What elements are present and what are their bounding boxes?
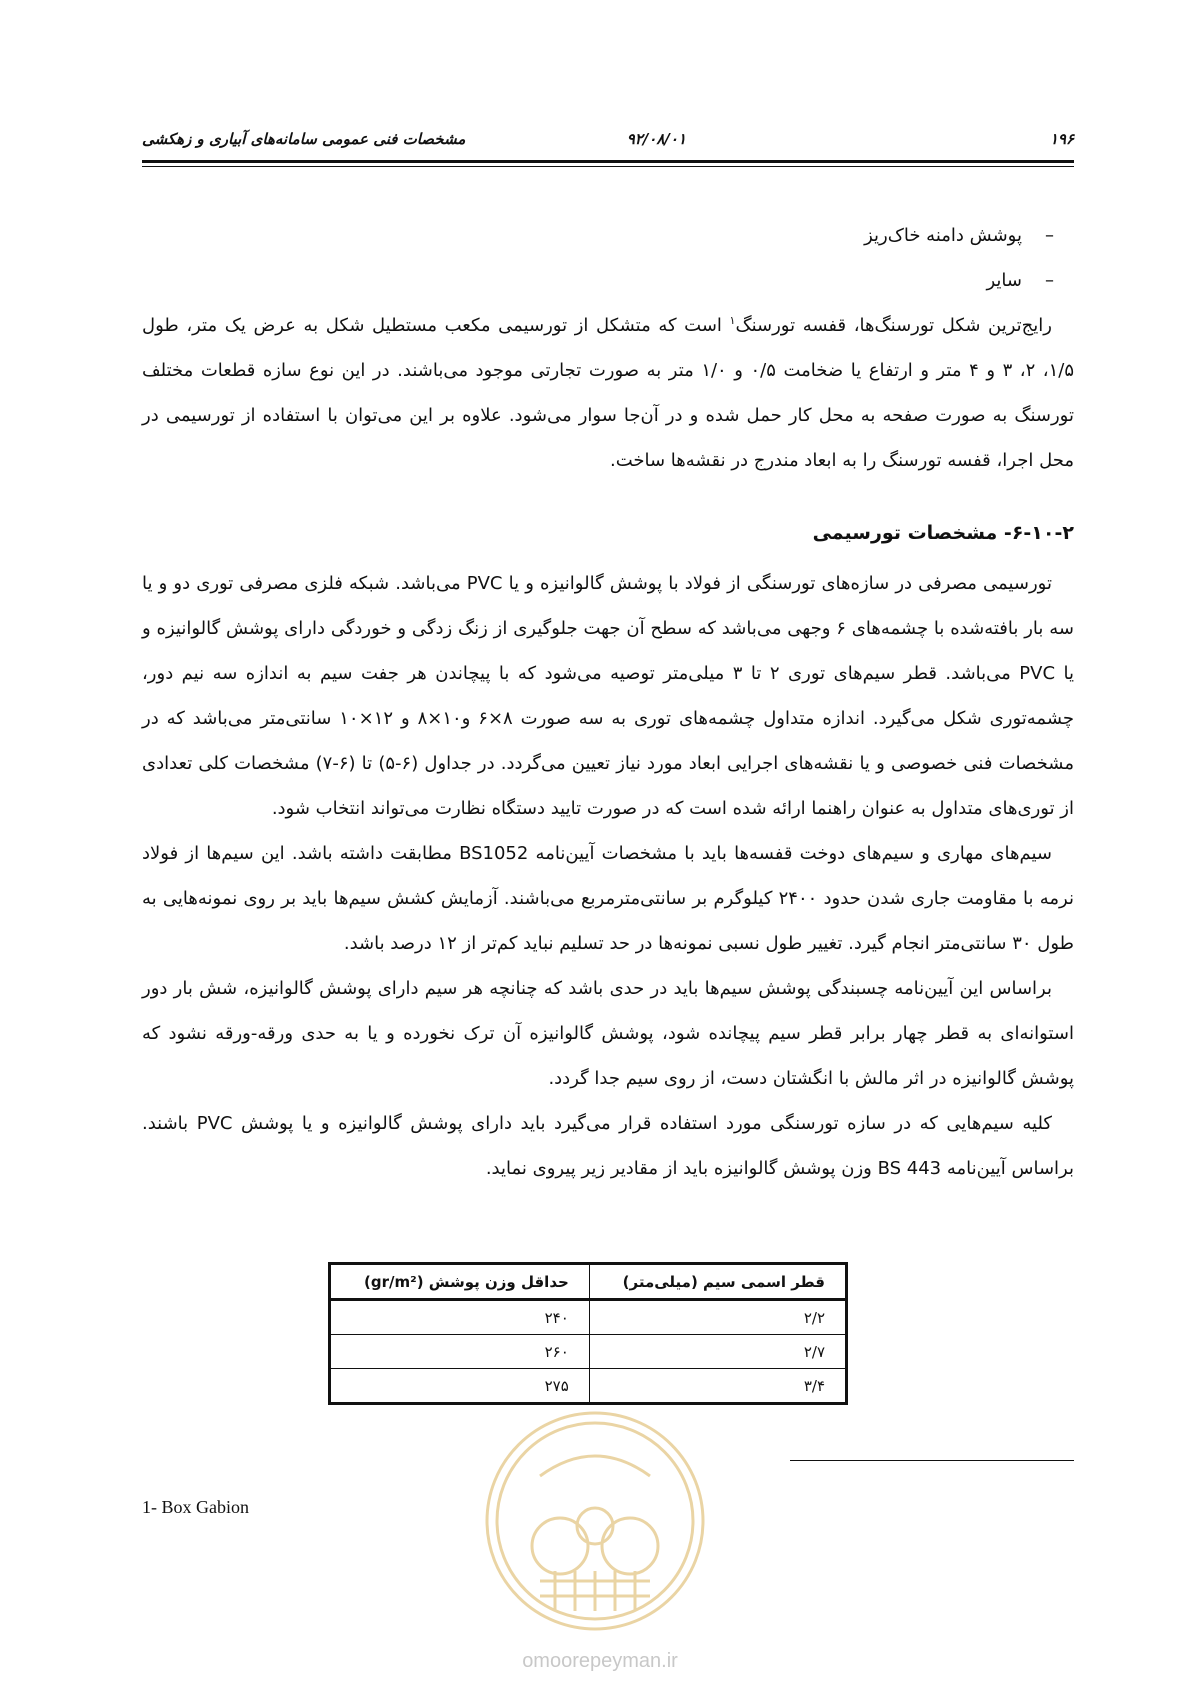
watermark-seal-icon bbox=[480, 1406, 710, 1636]
header-date: ۹۲/۰۸/۰۱ bbox=[626, 130, 686, 148]
footnote: 1- Box Gabion bbox=[142, 1497, 249, 1517]
table-cell: ۲۷۵ bbox=[330, 1369, 590, 1404]
intro-paragraph: رایج‌ترین شکل تورسنگ‌ها، قفسه تورسنگ$^۱$ است که متشکل از تورسیمی مکعب مستطیل شکل به عرض یک متر، طول ۱/۵، ۲، ۳ و ۴ متر و ارتفاع یا ضخامت ۰/۵ و ۱/۰ متر به صورت تجارتی موجود می‌باشند. در این نوع سازه قطعات مختلف تورسنگ به صورت صفحه به محل کار حمل شده و در آن‌جا سوار می‌شود. علاوه بر این می‌توان با استفاده از تورسیمی در محل اجرا، قفسه تورسنگ را به ابعاد مندرج در نقشه‌ها ساخت. bbox=[142, 314, 1075, 471]
watermark-domain: omoorepeyman.ir bbox=[522, 1650, 678, 1672]
bullet-text: پوشش دامنه خاک‌ریز bbox=[864, 225, 1022, 246]
paragraph: کلیه سیم‌هایی که در سازه تورسنگی مورد استفاده قرار می‌گیرد باید دارای پوشش گالوانیزه و یا پوشش PVC باشند. براساس آیین‌نامه BS 443 وزن پوشش گالوانیزه باید از مقادیر زیر پیروی نماید. bbox=[142, 1113, 1074, 1179]
table-header-diameter: قطر اسمی سیم (میلی‌متر) bbox=[589, 1264, 846, 1300]
table-cell: ۲۴۰ bbox=[330, 1300, 590, 1335]
footnote-divider bbox=[790, 1460, 1074, 1461]
table-header-row bbox=[330, 1264, 847, 1300]
paragraph: تورسیمی مصرفی در سازه‌های تورسنگی از فولاد با پوشش گالوانیزه و یا PVC می‌باشد. شبکه فلزی مصرفی توری دو و یا سه بار بافته‌شده با چشمه‌های ۶ وجهی می‌باشد که سطح آن جهت جلوگیری از زنگ زدگی و خوردگی دارای پوشش گالوانیزه و یا PVC می‌باشد. قطر سیم‌های توری ۲ تا ۳ میلی‌متر توصیه می‌شود که با پیچاندن هر جفت سیم به اندازه سه نیم دور، چشمه‌توری شکل می‌گیرد. اندازه متداول چشمه‌های توری به سه صورت ۸×۶ و۱۰×۸ و ۱۲×۱۰ سانتی‌متر می‌باشد که در مشخصات فنی خصوصی و یا نقشه‌های اجرایی ابعاد مورد نیاز تعیین می‌گردد. در جداول (۶-۵) تا (۶-۷) مشخصات کلی تعدادی از توری‌های متداول به عنوان راهنما ارائه شده است که در صورت تایید دستگاه نظارت می‌تواند انتخاب شود. bbox=[142, 573, 1075, 819]
body-content bbox=[142, 213, 1074, 1191]
bullet-text: سایر bbox=[986, 270, 1022, 291]
table-cell: ۲/۷ bbox=[589, 1335, 846, 1369]
coating-weight-table bbox=[328, 1262, 848, 1405]
list-item: –پوشش دامنه خاک‌ریز bbox=[864, 225, 1054, 246]
header-title: مشخصات فنی عمومی سامانه‌های آبیاری و زهکشی bbox=[142, 130, 466, 148]
paragraph: سیم‌های مهاری و سیم‌های دوخت قفسه‌ها باید با مشخصات آیین‌نامه BS1052 مطابقت داشته باشد. این سیم‌ها از فولاد نرمه با مقاومت جاری شدن حدود ۲۴۰۰ کیلوگرم بر سانتی‌مترمربع می‌باشند. آزمایش کشش سیم‌ها باید بر روی نمونه‌هایی به طول ۳۰ سانتی‌متر انجام گیرد. تغییر طول نسبی نمونه‌ها در حد تسلیم نباید کم‌تر از ۱۲ درصد باشد. bbox=[142, 843, 1074, 954]
page-number: ۱۹۶ bbox=[1049, 130, 1074, 148]
paragraph: براساس این آیین‌نامه چسبندگی پوشش سیم‌ها باید در حدی باشد که چنانچه هر سیم دارای پوشش گالوانیزه، شش بار دور استوانه‌ای به قطر چهار برابر قطر سیم پیچانده شود، پوشش گالوانیزه آن ترک نخورده و یا به حدی ورقه-ورقه نشود که پوشش گالوانیزه در اثر مالش با انگشتان دست، از روی سیم جدا گردد. bbox=[142, 978, 1074, 1089]
table-cell: ۲/۲ bbox=[589, 1300, 846, 1335]
footnote-marker: ۱ bbox=[729, 314, 736, 327]
table-row bbox=[330, 1335, 847, 1369]
header-rule-thick bbox=[142, 160, 1074, 163]
header-rule-thin bbox=[142, 166, 1074, 167]
table-row bbox=[330, 1300, 847, 1335]
list-item: –سایر bbox=[986, 270, 1054, 291]
table-cell: ۳/۴ bbox=[589, 1369, 846, 1404]
page-header bbox=[142, 120, 1074, 160]
table-header-weight: حداقل وزن پوشش (gr/m²) bbox=[330, 1264, 590, 1300]
section-heading: ۶-۱۰-۲- مشخصات تورسیمی bbox=[812, 522, 1074, 544]
table-cell: ۲۶۰ bbox=[330, 1335, 590, 1369]
table-row bbox=[330, 1369, 847, 1404]
